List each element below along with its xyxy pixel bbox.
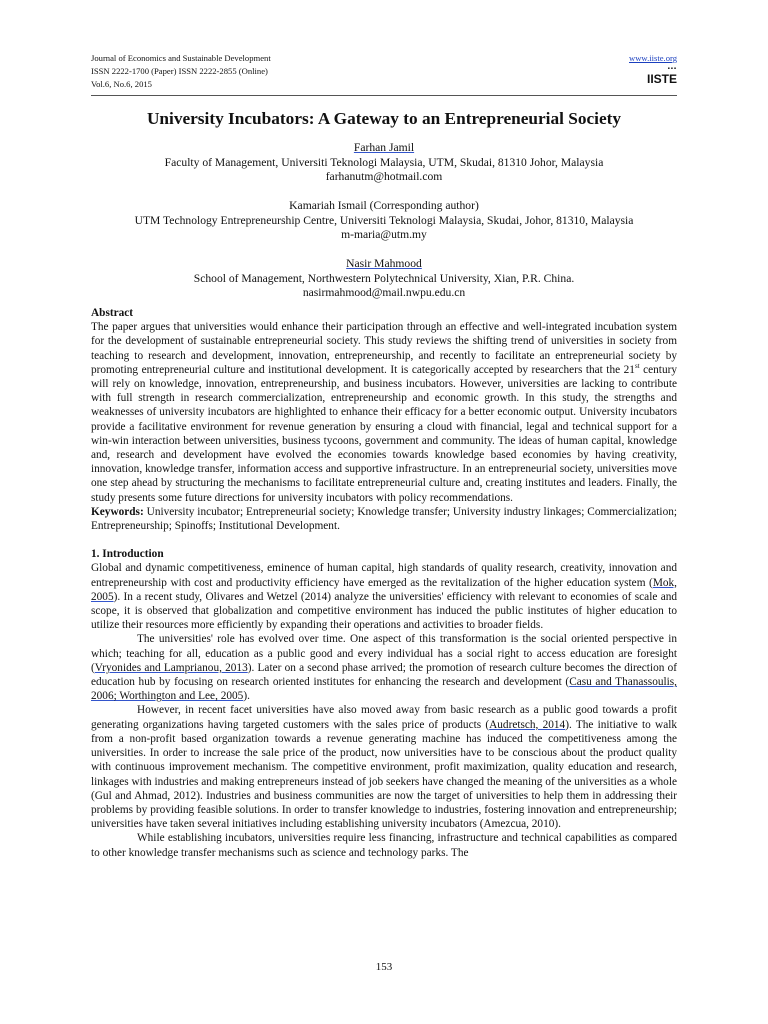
- abstract-heading: Abstract: [91, 307, 134, 319]
- ordinal-superscript: st: [634, 362, 640, 371]
- paragraph: [91, 561, 677, 632]
- journal-issn: ISSN 2222-1700 (Paper) ISSN 2222-2855 (Online): [91, 66, 268, 76]
- logo-dots-icon: ▪▪▪: [667, 66, 677, 72]
- journal-branding: [629, 52, 677, 86]
- paragraph-text: The universities' role has evolved over time. One aspect of this transformation is the social oriented perspective in which; teaching for all, education as a public good and every individual has a social right to access education are foresight (: [91, 633, 677, 674]
- author-list: [91, 141, 677, 301]
- author-name[interactable]: Farhan Jamil: [353, 141, 415, 154]
- page-number: 153: [375, 961, 393, 973]
- paragraph-text: Global and dynamic competitiveness, eminence of human capital, high standards of quality research, creativity, innovation and entrepreneurship with cost and productivity efficiency have emerged as the revitalization of the higher education system (: [91, 562, 677, 589]
- header-divider: [91, 95, 677, 96]
- keywords-line: [91, 505, 677, 533]
- logo-text: IISTE: [646, 72, 677, 86]
- keywords-text: University incubator; Entrepreneurial society; Knowledge transfer; University industry linkages; Commercialization; Entrepreneurship; Spinoffs; Institutional Development.: [91, 505, 677, 533]
- journal-url-link[interactable]: www.iiste.org: [629, 53, 677, 63]
- author-affiliation: UTM Technology Entrepreneurship Centre, Universiti Teknologi Malaysia, Skudai, Johor, 81310, Malaysia: [134, 213, 634, 227]
- author-2: [91, 199, 677, 243]
- citation-link[interactable]: Vryonides and Lamprianou, 2013: [94, 661, 248, 674]
- journal-volume: Vol.6, No.6, 2015: [91, 79, 152, 89]
- paper-body: [91, 306, 677, 860]
- paragraph-text: However, in recent facet universities have also moved away from basic research as a public good towards a profit generating organizations having targeted customers with the sales price of products (: [91, 704, 677, 731]
- keywords-label: Keywords:: [91, 505, 144, 518]
- citation-link[interactable]: Mok, 2005: [91, 576, 677, 603]
- author-email: farhanutm@hotmail.com: [325, 170, 443, 183]
- author-affiliation: Faculty of Management, Universiti Teknologi Malaysia, UTM, Skudai, 81310 Johor, Malaysia: [164, 155, 604, 169]
- abstract-text-part: century will rely on knowledge, innovation, entrepreneurship, and business incubators. However, universities are lacking to contribute with full strength in research commercialization, entrepreneurship and economic growth. In this study, the strengths and weaknesses of university incubators are highlighted to enhance their efficacy for a better economic output. University incubators provide a facilitative environment for revenue generation by ensuring a cloud with financial, legal and technical support for a win-win interaction between universities, business tycoons, government and community. The ideas of human capital, knowledge and, research and development have evolved the economies towards knowledge based economies by having creativity, innovation, knowledge transfer, information access and supportive infrastructure. In an entrepreneurial society, universities move one step ahead by structuring the mechanisms to facilitate entrepreneurial culture and, creating institutes and leaders. Finally, the study presents some future directions for university incubators with policy recommendations.: [91, 363, 678, 504]
- paragraph-text: ). The initiative to walk from a non-profit based organization towards a revenue generating machine has induced the competitiveness among the universities. In order to increase the sale price of the product, now universities have to be conscious about the product quality with continuous improvement mechanism. The competitive environment, profit maximization, quality education and research, linkages with industries and making entrepreneurs instead of job seekers have changed the meaning of the universities as a whole (Gul and Ahmad, 2012). Industries and business communities are now the target of universities to help them in addressing their problems by providing feasible solutions. In order to transfer knowledge to industries, fostering innovation and entrepreneurship; universities have taken several initiatives including establishing university incubators (Amezcua, 2010).: [91, 718, 678, 831]
- paragraph-text: ). Later on a second phase arrived; the promotion of research culture becomes the direction of education hub by focusing on research oriented institutes for enhancing the research and development (: [91, 661, 678, 689]
- abstract-text: [91, 320, 677, 505]
- paragraph: While establishing incubators, universities require less financing, infrastructure and technical capabilities as compared to other knowledge transfer mechanisms such as science and technology parks. The: [91, 832, 677, 859]
- paragraph: [91, 703, 677, 831]
- author-3: [91, 257, 677, 301]
- section-heading-introduction: 1. Introduction: [91, 548, 164, 561]
- paragraph-text: ). In a recent study, Olivares and Wetzel (2014) analyze the universities' efficiency with relevant to economies of scale and scope, it is observed that globalization and competitive environment has induced the public institutes of higher education to utilize their resources more efficiently by expanding their operations and activities to broader fields.: [91, 590, 677, 632]
- citation-link[interactable]: Casu and Thanassoulis, 2006; Worthington and Lee, 2005: [91, 676, 677, 703]
- journal-info: [91, 52, 271, 91]
- author-name[interactable]: Nasir Mahmood: [346, 257, 422, 270]
- citation-link[interactable]: Audretsch, 2014: [489, 718, 566, 731]
- paper-title: University Incubators: A Gateway to an Entrepreneurial Society: [146, 109, 622, 128]
- paragraph-text: ).: [243, 690, 250, 703]
- abstract-text-part: The paper argues that universities would enhance their participation through an effective and well-integrated incubation system for the development of sustainable entrepreneurial society. This study reviews the shifting trend of universities in society from teaching to research and development, innovation, entrepreneurship, and recently to facilitate an entrepreneurial society by promoting entrepreneurial culture and institutional development. It is categorically accepted by researchers that the 21: [91, 321, 677, 376]
- author-affiliation: School of Management, Northwestern Polytechnical University, Xian, P.R. China.: [193, 271, 575, 285]
- author-email: nasirmahmood@mail.nwpu.edu.cn: [302, 286, 466, 299]
- author-1: [91, 141, 677, 185]
- author-name: Kamariah Ismail (Corresponding author): [289, 199, 479, 212]
- paragraph: [91, 632, 677, 703]
- journal-name: Journal of Economics and Sustainable Development: [91, 53, 271, 63]
- author-email: m-maria@utm.my: [341, 228, 427, 241]
- iiste-logo: [629, 68, 677, 86]
- journal-header: [91, 52, 677, 92]
